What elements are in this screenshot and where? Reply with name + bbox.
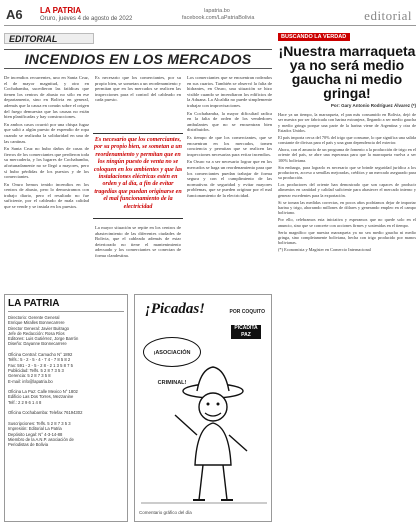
cartoon-title: ¡Picadas! [145,301,205,317]
paragraph: El país importa cerca del 70% del trigo que consume, lo que significa una salida constante de divisas para el país y una gran dependencia del exterior. [278,134,416,146]
staff-line: Oficina Central: Camacho N° 1892 [8,352,73,358]
staff-line: Edificio Las Dos Torres, Mezzanine [8,394,74,400]
author-bio: (*) Economista y Magíster en Comercio Internacional [278,247,371,253]
staff-line: Telf.: 2 2 9 6 1 4 8 [8,399,42,405]
editorial-tag: EDITORIAL [4,33,94,44]
issue-date: Oruro, jueves 4 de agosto de 2022 [40,16,133,22]
staff-line: Enrique Miralles Bonnecarrere [8,320,65,326]
editorial-title: INCENDIOS EN LOS MERCADOS [4,49,272,69]
section-name: editorial [364,8,412,23]
paragraph: En Oruro hemos tenido incendios en los centros de abasto, pero lo demostramos con trabajo diario, pero el resultado no fue suficiente, por el cableado de mala calidad que se vende y se instala en los puestos. [4,181,89,210]
staff-line: Directorio: Gerente General [8,315,60,320]
staff-line: Gerencia: 5 2 8 7 3 5 8 [8,373,51,379]
editorial-column-3 [187,75,272,200]
staff-line: Publicidad: Telfs. 5 2 8 7 3 5 3 [8,367,64,373]
paragraph: Es necesario que los comerciantes, por su propio bien, se sometan a un reordenamiento y permitan que en los mercados se realicen las inspecciones para el control del cableado en cada puesto. [95,75,181,103]
staff-line: Oficina La Paz: Calle Mexico N° 1802 [8,389,78,395]
staff-line[interactable]: E-mail: info@lapatria.bo [8,378,53,384]
cartoon-caption: Comentario gráfico del día [139,510,192,515]
staff-box [4,294,128,522]
staff-logo: LA PATRIA [8,298,124,312]
staff-line: Editores: Luis Gutiérrez, Jorge Barrón [8,336,79,342]
paragraph: La mayor situación se repite en los centros de abastecimiento de las diferentes ciudades de Bolivia, que el cableado además de estar deteriorado no tiene el mantenimiento adecuado y los comerciantes se conectan de forma clandestina. [95,225,181,258]
column-author: Por: Gary Antonio Rodríguez Álvarez (*) [330,103,416,108]
website-link[interactable]: lapatria.bo [204,8,230,14]
paragraph: En ambos casos ocurrió por una chispa fugaz que saltó a algún puesto de expendio de ropa cuando se realizaba la solidaridad en una de las cantinas. [4,121,89,144]
staff-line: Jefe de Redacción: Rosa Ríos [8,330,65,336]
column-tag: BUSCANDO LA VERDAD [278,33,350,41]
column-title: ¡Nuestra marraqueta ya no será medio gaucha ni medio gringa! [278,43,416,101]
staff-line: Suscripciones: Telfs. 5 2 8 7 3 5 3 [8,420,71,426]
staff-line: Impresión: Editorial La Patria [8,426,62,432]
editorial-column-1 [4,75,89,212]
paragraph: Hace ya un tiempo, la marraqueta, el pan más consumido en Bolivia, dejó de ser nuestra por ser fabricada con harina extranjera, llegando a ser medio gaucha y medio gringa porque una parte de la harina viene de Argentina y otra de Estados Unidos. [278,112,416,133]
staff-line: Depósito Legal: N° 4-3-14-88 [8,431,63,437]
newspaper-logo[interactable]: LA PATRIA [40,6,82,15]
opinion-column [278,33,416,523]
paragraph: Sin embargo, para lograrlo es necesario que se brinde seguridad jurídica a los productores, acceso a semillas mejoradas, créditos y un mercado asegurado para su producción. [278,164,416,181]
cartoon-sign: PICADITA PAZ [231,325,261,339]
cartoon-author: POR COQUITO [229,309,265,315]
facebook-link[interactable]: facebook.com/LaPatriaBolivia [182,15,255,21]
paragraph: Es tiempo de que los comerciantes, que se encuentran en los mercados, tomen conciencia y permitan que se realicen las inspecciones necesarias para evitar incendios. [187,134,272,157]
staff-line: Telfs.: 5 - 2 - 5 - 4 - 7 4 - 7 8 5 8 2 [8,357,71,363]
paragraph: Si se toman las medidas correctas, en pocos años podríamos dejar de importar harina y trigo, ahorrando millones de dólares y generando empleo en el campo boliviano. [278,199,416,216]
paragraph: En Cochabamba, la mayor dificultad radica en la falta de orden de los vendedores ambulantes que no se encuentran bien distribuidos. [187,110,272,133]
staff-line: Director General: Javier Buitrago [8,325,69,331]
staff-list [8,315,124,447]
staff-line: Periodistas de Bolivia [8,442,49,448]
page-header [4,4,416,26]
page-number: A6 [6,7,23,22]
pull-quote: Es necesario que los comerciantes, por su propio bien, se sometan a un reordenamiento y permitan que en los ningún puesto de venta no se coloquen en los ambientes y que las instalaciones eléctricas estén en orden y al día, a fin de evitar tragedias que puedan originarse en el mal funcionamiento de la electricidad [93,133,183,219]
cartoon-character-drawing [135,295,272,522]
paragraph: Sería magnífico que nuestra marraqueta ya no sea medio gaucha ni medio gringa, sino completamente boliviana, hecha con trigo producido por manos bolivianas. [278,229,416,246]
editorial-column-2-bottom [95,225,181,261]
paragraph: Los productores del oriente han demostrado que son capaces de producir alimentos en cantidad y calidad suficiente para abastecer el mercado interno y generar excedentes para la exportación. [278,182,416,198]
staff-line: Diseño: Dayanne Bonnecarrere [8,341,67,347]
paragraph: En Santa Cruz no hubo daños de casas de fierros de los comerciantes que perdieron toda su mercadería, y los lugares de Cochabamba, afortunadamente no se llegó a mayores, pero sí hubo pérdidas de los puestos y de los comerciantes. [4,146,89,180]
staff-line: Oficina Cochabamba: Telefax 76194302 [8,410,83,416]
column-body [278,112,416,252]
editorial-article [4,33,272,285]
editorial-cartoon [134,294,272,522]
speech-bubble: ¡ASOCIACIÓN CRIMINAL! [143,337,201,367]
editorial-column-2-top [95,75,181,105]
header-links [182,8,255,22]
paragraph: Por ello, celebramos esta iniciativa y esperamos que no quede solo en el anuncio, sino que se concrete con acciones firmes y sostenidas en el tiempo. [278,217,416,228]
paragraph: De incendios recurrentes, uno en Santa Cruz, el de mayor magnitud, y otro en Cochabamba, sucedieron las fatídicas que tienen los centros de abasto no sólo en ese departamento, sino en Bolivia en general, además que la causa en común sobre el origen del fuego demuestra que las causas no están bien planificadas y hay construcciones. [4,75,89,120]
paragraph: En Oruro va a ser necesario lograr que en los mercados se haga un reordenamiento para que los comerciantes puedan trabajar de forma segura y con el cumplimiento de las normativas de seguridad y evitar mayores problemas, que se pueden originar por el mal funcionamiento de la electricidad. [187,159,272,198]
paragraph: Los comerciantes que se encuentran rodeados en sus cuartos. También se observó la falta de hidrantes, en Oruro, una situación se hizo visible cuando se incendiaron los edificios de la Aduana. La Alcaldía no puede simplemente trabajar con improvisaciones. [187,75,272,108]
staff-line: Miembro de la A.N.P. asociación de [8,436,74,442]
paragraph: Ahora, con el anuncio de un programa de fomento a la producción de trigo en el oriente del país, se abre una esperanza para que la marraqueta vuelva a ser 100% boliviana. [278,147,416,163]
staff-line: Fax: 591 - 2 - 5 - 2 8 - 2 1 3 5 8 7 5 [8,362,73,368]
